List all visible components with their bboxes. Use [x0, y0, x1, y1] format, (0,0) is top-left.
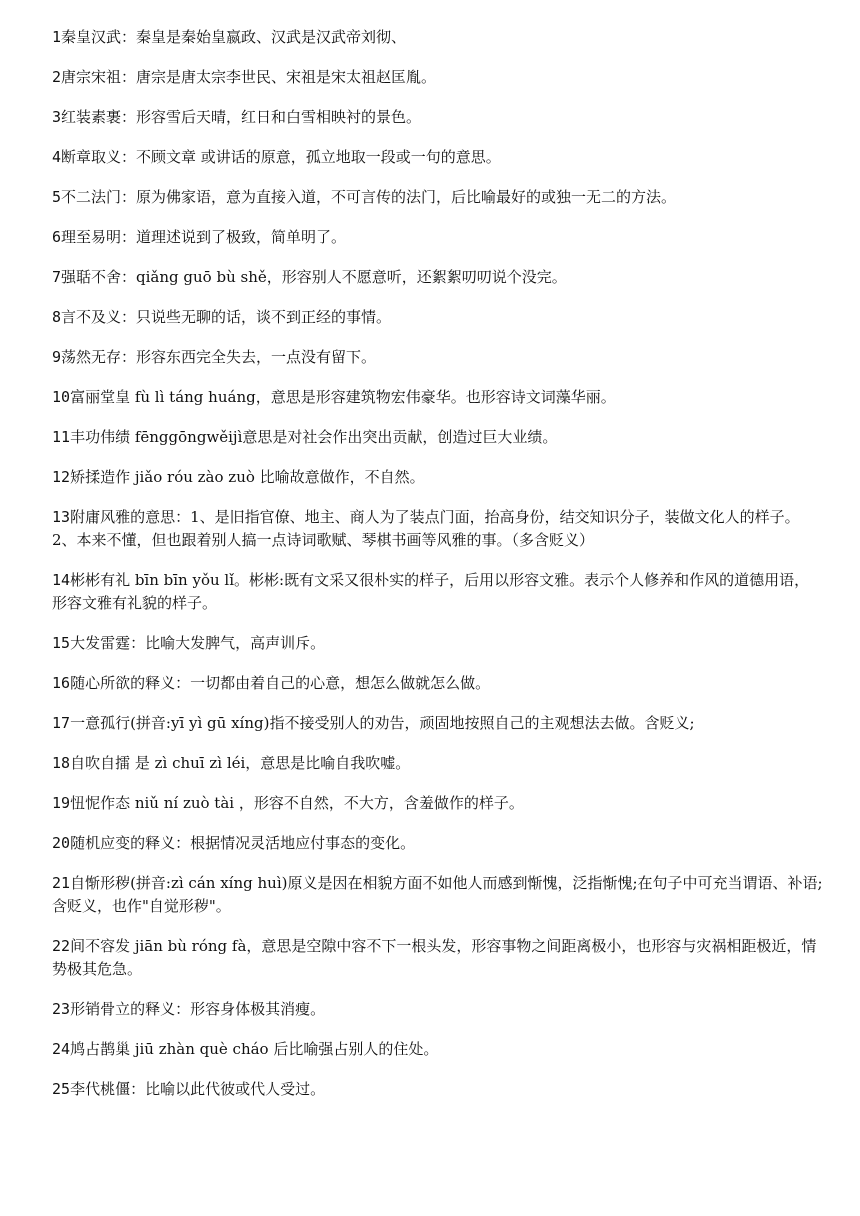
idiom-entry: [52, 146, 824, 169]
idiom-entry: [52, 935, 824, 981]
entry-text: 不二法门：原为佛家语，意为直接入道，不可言传的法门，后比喻最好的或独一无二的方法。: [61, 188, 677, 206]
entry-text: 彬彬有礼 bīn bīn yǒu lǐ。彬彬:既有文采又很朴实的样子，后用以形容文雅。表示个人修养和作风的道德用语，形容文雅有礼貌的样子。: [52, 571, 810, 612]
idiom-entry: [52, 632, 824, 655]
idiom-entry: [52, 346, 824, 369]
entry-number: 2: [52, 68, 62, 86]
entry-text: 李代桃僵：比喻以此代彼或代人受过。: [70, 1080, 326, 1098]
entry-text: 秦皇汉武：秦皇是秦始皇嬴政、汉武是汉武帝刘彻、: [61, 28, 407, 46]
entry-text: 丰功伟绩 fēnggōngwěijì意思是对社会作出突出贡献，创造过巨大业绩。: [70, 428, 558, 446]
entry-number: 8: [52, 308, 62, 326]
idiom-entry: [52, 226, 824, 249]
entry-text: 大发雷霆：比喻大发脾气，高声训斥。: [70, 634, 326, 652]
entry-text: 强聒不舍：qiǎng guō bù shě，形容别人不愿意听，还絮絮叨叨说个没完。: [61, 268, 567, 286]
entry-text: 间不容发 jiān bù róng fà，意思是空隙中容不下一根头发，形容事物之间距离极小，也形容与灾祸相距极近，情势极其危急。: [52, 937, 817, 978]
idiom-entry: [52, 106, 824, 129]
idiom-entry: [52, 792, 824, 815]
idiom-entry: [52, 832, 824, 855]
idiom-entry: [52, 426, 824, 449]
idiom-entry: [52, 1078, 824, 1101]
entry-number: 13: [52, 508, 71, 526]
entry-number: 16: [52, 674, 71, 692]
idiom-entry: [52, 466, 824, 489]
entry-number: 14: [52, 571, 71, 589]
idiom-entry: [52, 569, 824, 615]
entry-number: 11: [52, 428, 71, 446]
entry-text: 矫揉造作 jiǎo róu zào zuò 比喻故意做作，不自然。: [70, 468, 425, 486]
idiom-entry: [52, 386, 824, 409]
entry-text: 形销骨立的释义：形容身体极其消瘦。: [70, 1000, 326, 1018]
entry-text: 荡然无存：形容东西完全失去，一点没有留下。: [61, 348, 377, 366]
entry-text: 理至易明：道理述说到了极致，简单明了。: [61, 228, 347, 246]
entry-text: 自惭形秽(拼音:zì cán xíng huì)原义是因在相貌方面不如他人而感到惭愧，泛指惭愧;在句子中可充当谓语、补语;含贬义，也作"自觉形秽"。: [52, 874, 823, 915]
idiom-entry: [52, 672, 824, 695]
entry-number: 10: [52, 388, 71, 406]
entry-text: 断章取义：不顾文章 或讲话的原意，孤立地取一段或一句的意思。: [61, 148, 501, 166]
entry-text: 附庸风雅的意思：1、是旧指官僚、地主、商人为了装点门面，抬高身份，结交知识分子，装做文化人的样子。2、本来不懂，但也跟着别人搞一点诗词歌赋、琴棋书画等风雅的事。（多含贬义）: [52, 508, 800, 549]
entry-number: 20: [52, 834, 71, 852]
idiom-entry: [52, 306, 824, 329]
entry-number: 25: [52, 1080, 71, 1098]
entry-number: 12: [52, 468, 71, 486]
idiom-entry: [52, 186, 824, 209]
idiom-entry: [52, 506, 824, 552]
entry-text: 红装素裹：形容雪后天晴，红日和白雪相映衬的景色。: [61, 108, 422, 126]
entry-text: 一意孤行(拼音:yī yì gū xíng)指不接受别人的劝告，顽固地按照自己的主观想法去做。含贬义;: [70, 714, 695, 732]
entry-number: 3: [52, 108, 62, 126]
entry-text: 鸠占鹊巢 jiū zhàn què cháo 后比喻强占别人的住处。: [70, 1040, 439, 1058]
entry-number: 5: [52, 188, 62, 206]
entry-number: 9: [52, 348, 62, 366]
idiom-entry: [52, 1038, 824, 1061]
entry-number: 17: [52, 714, 71, 732]
entry-number: 4: [52, 148, 62, 166]
entry-number: 7: [52, 268, 62, 286]
entry-number: 24: [52, 1040, 71, 1058]
entry-number: 15: [52, 634, 71, 652]
entry-text: 自吹自擂 是 zì chuī zì léi，意思是比喻自我吹嘘。: [70, 754, 411, 772]
entry-text: 随心所欲的释义：一切都由着自己的心意，想怎么做就怎么做。: [70, 674, 491, 692]
entry-text: 言不及义：只说些无聊的话，谈不到正经的事情。: [61, 308, 392, 326]
entry-text: 随机应变的释义：根据情况灵活地应付事态的变化。: [70, 834, 416, 852]
idiom-list: [52, 26, 824, 1118]
idiom-entry: [52, 752, 824, 775]
idiom-entry: [52, 712, 824, 735]
entry-number: 22: [52, 937, 71, 955]
entry-number: 23: [52, 1000, 71, 1018]
entry-number: 21: [52, 874, 71, 892]
entry-number: 1: [52, 28, 62, 46]
entry-number: 18: [52, 754, 71, 772]
entry-text: 富丽堂皇 fù lì táng huáng，意思是形容建筑物宏伟豪华。也形容诗文词藻华丽。: [70, 388, 616, 406]
entry-text: 唐宗宋祖：唐宗是唐太宗李世民、宋祖是宋太祖赵匡胤。: [61, 68, 437, 86]
entry-number: 6: [52, 228, 62, 246]
idiom-entry: [52, 66, 824, 89]
entry-text: 忸怩作态 niǔ ní zuò tài ，形容不自然，不大方，含羞做作的样子。: [70, 794, 524, 812]
idiom-entry: [52, 998, 824, 1021]
entry-number: 19: [52, 794, 71, 812]
idiom-entry: [52, 26, 824, 49]
idiom-entry: [52, 872, 824, 918]
idiom-entry: [52, 266, 824, 289]
